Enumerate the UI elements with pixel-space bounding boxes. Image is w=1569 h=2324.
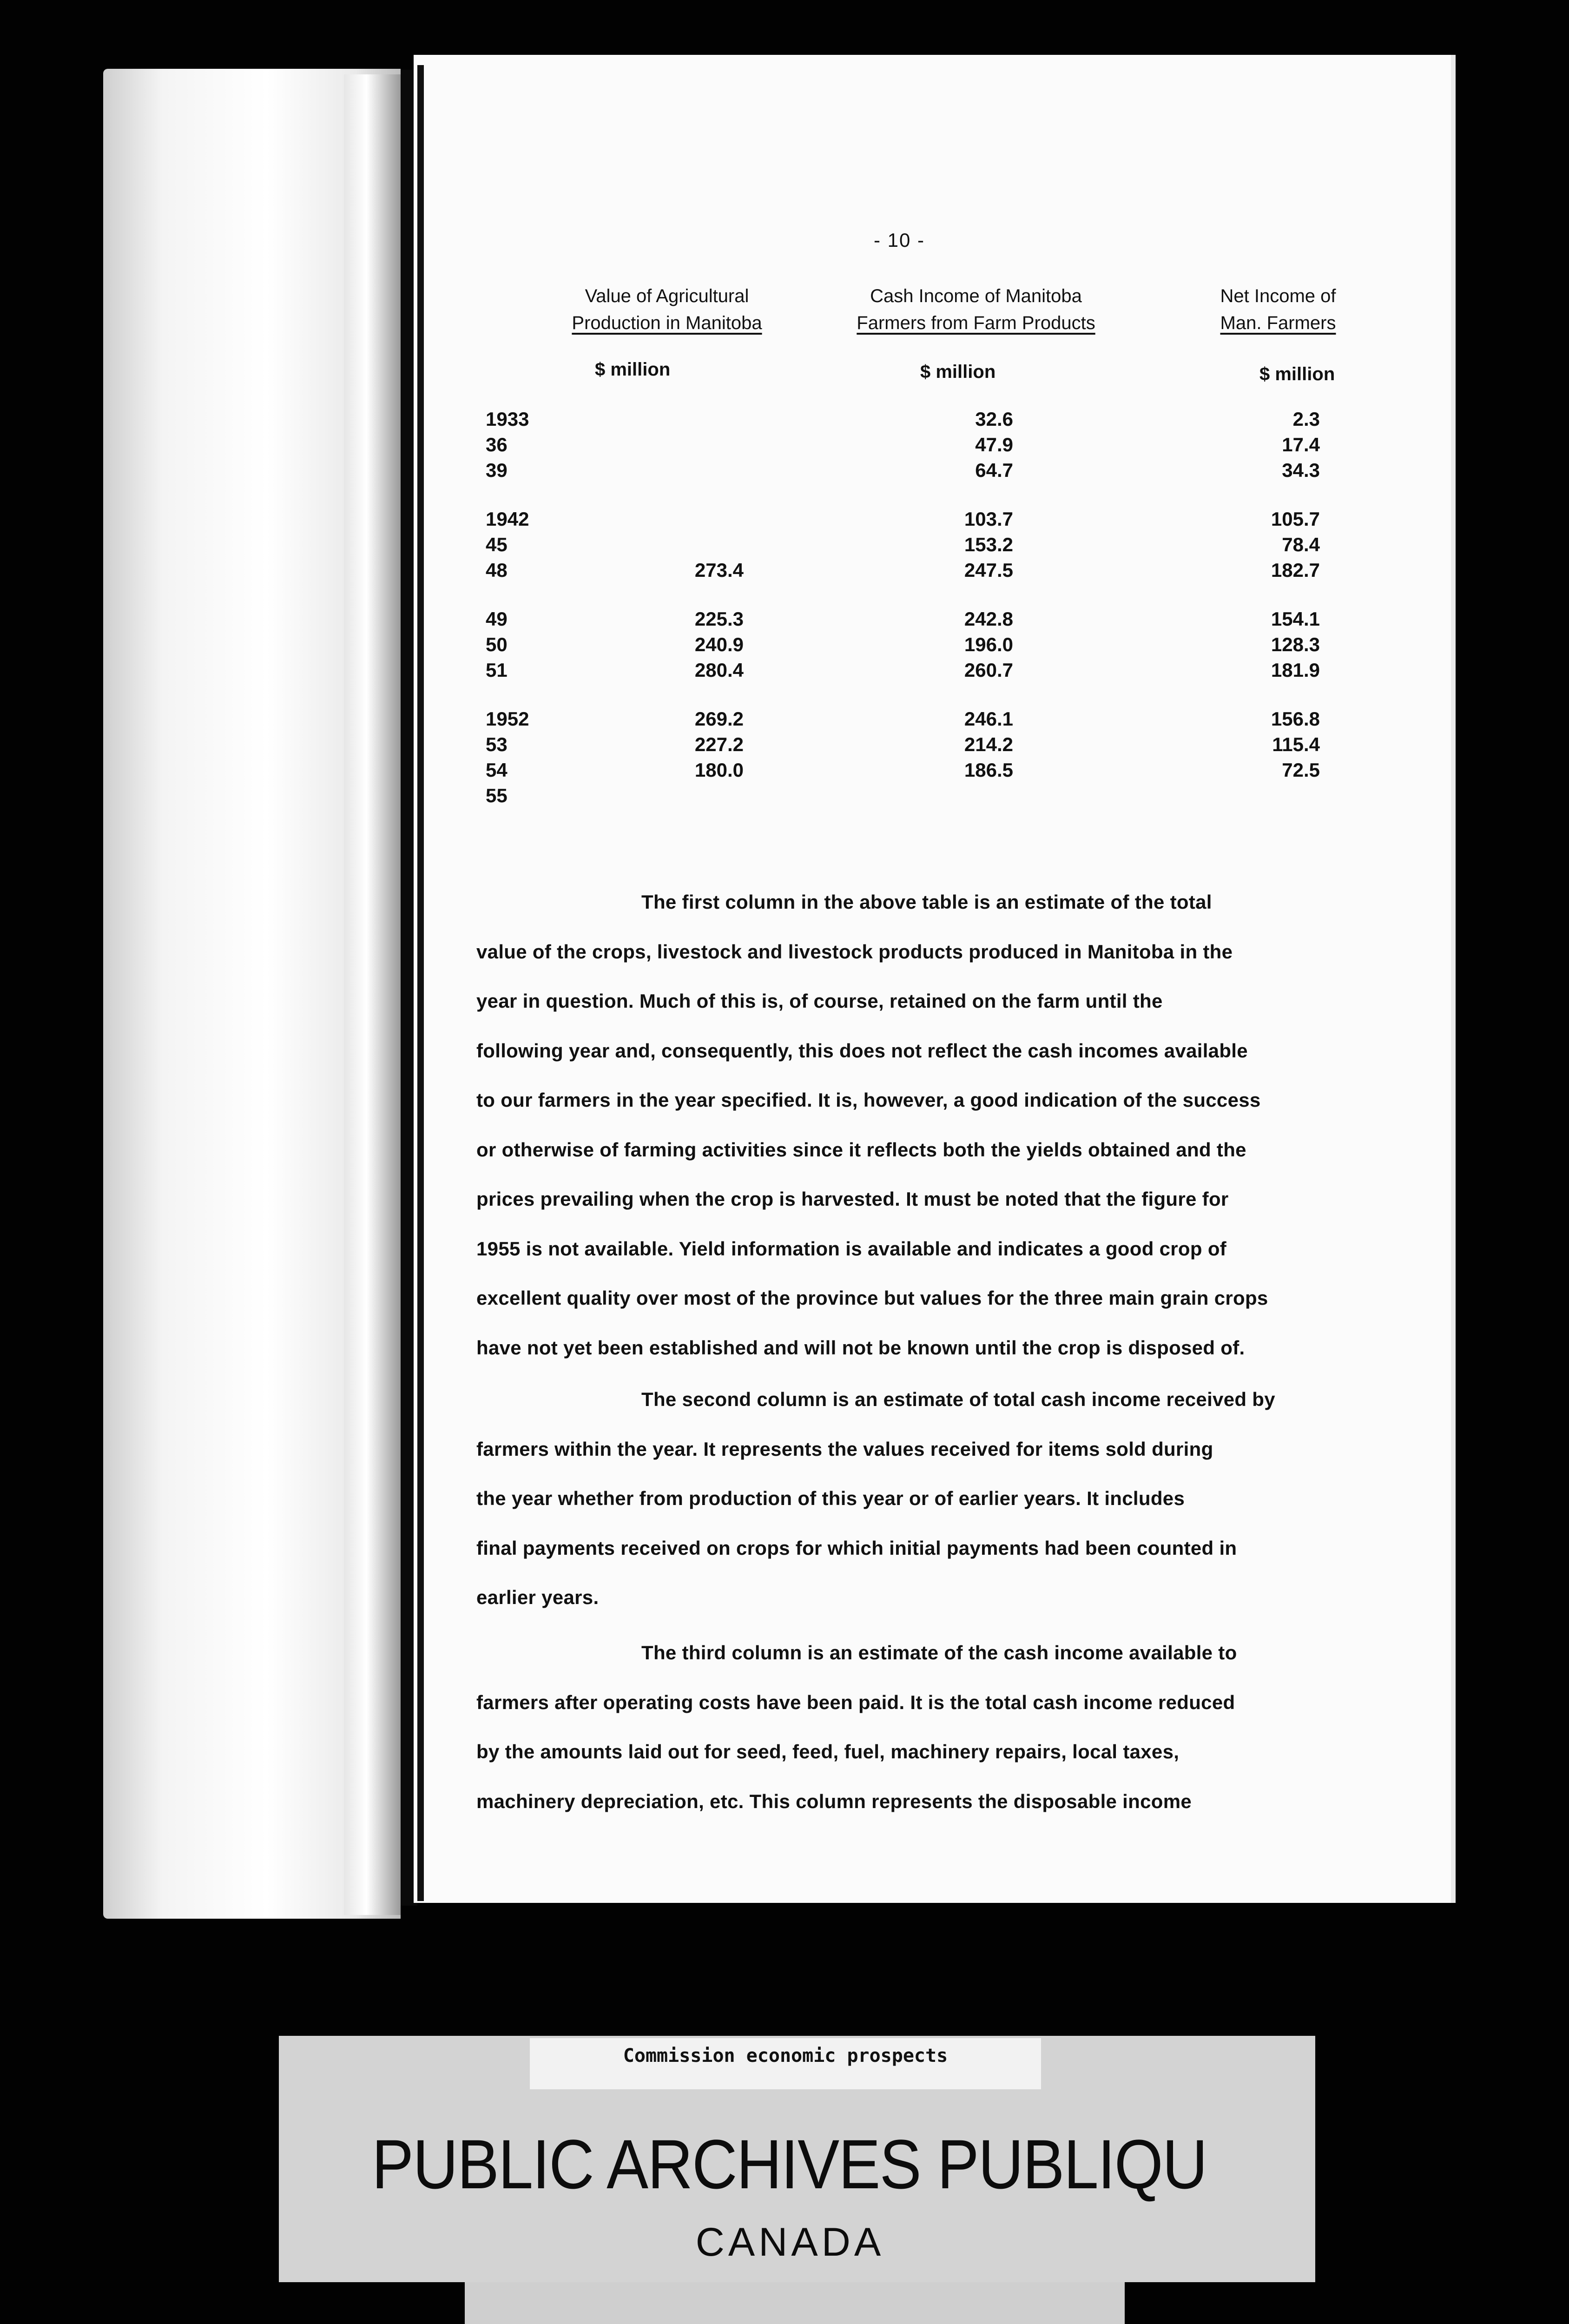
year-cell: 53 xyxy=(486,733,508,755)
page-number: - 10 - xyxy=(874,229,925,251)
header-line-underlined: Farmers from Farm Products xyxy=(857,313,1095,333)
document-page xyxy=(414,55,1456,1903)
text-line: farmers after operating costs have been paid. It is the total cash income reduced xyxy=(476,1691,1235,1713)
archive-label-strip xyxy=(465,2282,1125,2324)
net-income-cell: 34.3 xyxy=(1282,459,1320,481)
column-header-net-income xyxy=(1190,283,1366,337)
net-income-cell: 17.4 xyxy=(1282,434,1320,456)
archive-subject: Commission economic prospects xyxy=(623,2045,948,2067)
net-income-cell: 181.9 xyxy=(1271,659,1320,681)
unit-label: $ million xyxy=(1259,364,1335,384)
text-line: The third column is an estimate of the cash income available to xyxy=(641,1642,1237,1664)
production-cell: 180.0 xyxy=(694,759,744,781)
year-cell: 1933 xyxy=(486,408,529,430)
table-row xyxy=(414,534,1451,559)
table-row xyxy=(414,608,1451,633)
text-line: by the amounts laid out for seed, feed, fuel, machinery repairs, local taxes, xyxy=(476,1741,1180,1763)
net-income-cell: 128.3 xyxy=(1271,634,1320,655)
text-line: 1955 is not available. Yield information is available and indicates a good crop of xyxy=(476,1237,1227,1260)
net-income-cell: 156.8 xyxy=(1271,708,1320,730)
cash-income-cell: 64.7 xyxy=(975,459,1013,481)
production-cell: 280.4 xyxy=(694,659,744,681)
text-line: The second column is an estimate of total cash income received by xyxy=(641,1388,1275,1410)
year-cell: 36 xyxy=(486,434,508,456)
text-line: prices prevailing when the crop is harvested. It must be noted that the figure for xyxy=(476,1188,1229,1210)
text-line: or otherwise of farming activities since it reflects both the yields obtained and the xyxy=(476,1138,1246,1161)
text-line: earlier years. xyxy=(476,1586,599,1608)
table-row xyxy=(414,508,1451,533)
year-cell: 48 xyxy=(486,559,508,581)
table-row xyxy=(414,434,1451,459)
production-cell: 240.9 xyxy=(694,634,744,655)
net-income-cell: 154.1 xyxy=(1271,608,1320,630)
column-header-cash-income xyxy=(823,283,1129,337)
binding-edge xyxy=(417,65,424,1901)
year-cell: 51 xyxy=(486,659,508,681)
text-line: excellent quality over most of the province but values for the three main grain crops xyxy=(476,1287,1268,1309)
table-row xyxy=(414,659,1451,684)
text-line: value of the crops, livestock and livestock products produced in Manitoba in the xyxy=(476,940,1233,963)
paragraph-second-column xyxy=(476,1375,1383,1623)
cash-income-cell: 103.7 xyxy=(964,508,1013,530)
net-income-cell: 72.5 xyxy=(1282,759,1320,781)
column-header-production xyxy=(546,283,788,337)
year-cell: 1942 xyxy=(486,508,529,530)
year-cell: 54 xyxy=(486,759,508,781)
table-row xyxy=(414,785,1451,810)
production-cell: 227.2 xyxy=(694,733,744,755)
archive-country: CANADA xyxy=(695,2220,885,2265)
archive-name: PUBLIC ARCHIVES PUBLIQU xyxy=(372,2125,1207,2203)
table-row xyxy=(414,708,1451,733)
production-cell: 225.3 xyxy=(694,608,744,630)
production-cell: 269.2 xyxy=(694,708,744,730)
table-row xyxy=(414,634,1451,659)
cash-income-cell: 196.0 xyxy=(964,634,1013,655)
production-cell: 273.4 xyxy=(694,559,744,581)
header-line: Value of Agricultural xyxy=(585,286,749,306)
unit-label: $ million xyxy=(595,359,671,380)
text-line: machinery depreciation, etc. This column represents the disposable income xyxy=(476,1790,1192,1812)
header-line: Cash Income of Manitoba xyxy=(870,286,1082,306)
paragraph-first-column xyxy=(476,878,1383,1373)
net-income-cell: 2.3 xyxy=(1292,408,1320,430)
text-line: year in question. Much of this is, of course, retained on the farm until the xyxy=(476,990,1163,1012)
text-line: have not yet been established and will not be known until the crop is disposed of. xyxy=(476,1336,1245,1359)
text-line: The first column in the above table is an estimate of the total xyxy=(641,891,1212,913)
cash-income-cell: 153.2 xyxy=(964,534,1013,555)
cash-income-cell: 247.5 xyxy=(964,559,1013,581)
text-line: farmers within the year. It represents the values received for items sold during xyxy=(476,1438,1213,1460)
header-line-underlined: Man. Farmers xyxy=(1220,313,1336,333)
cash-income-cell: 260.7 xyxy=(964,659,1013,681)
cash-income-cell: 47.9 xyxy=(975,434,1013,456)
table-row xyxy=(414,559,1451,584)
unit-label: $ million xyxy=(920,362,996,382)
year-cell: 55 xyxy=(486,785,508,806)
text-line: the year whether from production of this year or of earlier years. It includes xyxy=(476,1487,1185,1509)
table-row xyxy=(414,408,1451,433)
net-income-cell: 182.7 xyxy=(1271,559,1320,581)
year-cell: 49 xyxy=(486,608,508,630)
net-income-cell: 105.7 xyxy=(1271,508,1320,530)
cash-income-cell: 214.2 xyxy=(964,733,1013,755)
table-row xyxy=(414,459,1451,484)
text-line: to our farmers in the year specified. It is, however, a good indication of the success xyxy=(476,1089,1261,1111)
table-row xyxy=(414,733,1451,759)
net-income-cell: 115.4 xyxy=(1272,733,1320,755)
year-cell: 45 xyxy=(486,534,508,555)
page-fold xyxy=(344,74,401,1915)
year-cell: 39 xyxy=(486,459,508,481)
text-line: following year and, consequently, this does not reflect the cash incomes available xyxy=(476,1039,1248,1062)
text-line: final payments received on crops for which initial payments had been counted in xyxy=(476,1537,1237,1559)
header-line: Net Income of xyxy=(1220,286,1336,306)
header-line-underlined: Production in Manitoba xyxy=(572,313,762,333)
cash-income-cell: 242.8 xyxy=(964,608,1013,630)
table-row xyxy=(414,759,1451,784)
cash-income-cell: 186.5 xyxy=(964,759,1013,781)
year-cell: 1952 xyxy=(486,708,529,730)
net-income-cell: 78.4 xyxy=(1282,534,1320,555)
cash-income-cell: 32.6 xyxy=(975,408,1013,430)
year-cell: 50 xyxy=(486,634,508,655)
paragraph-third-column xyxy=(476,1628,1383,1826)
cash-income-cell: 246.1 xyxy=(964,708,1013,730)
